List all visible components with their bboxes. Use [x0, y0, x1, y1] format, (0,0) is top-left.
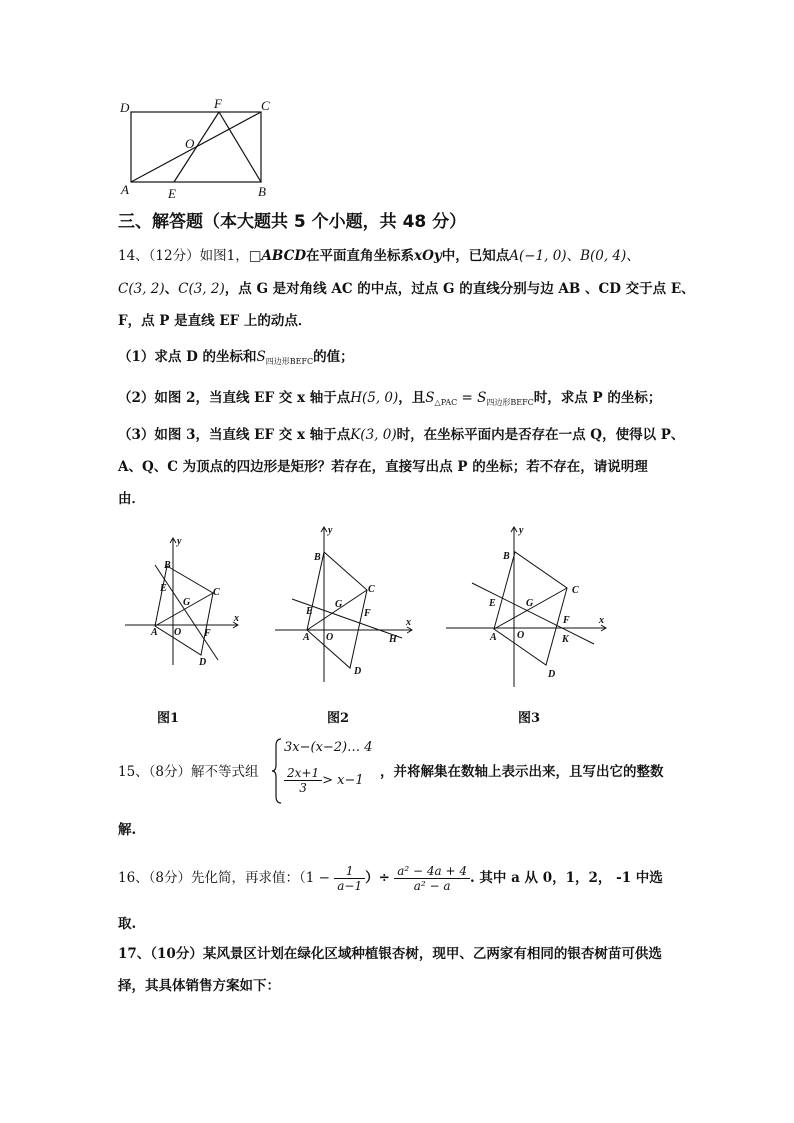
svg-text:E: E: [160, 583, 167, 594]
q14-line3: F，点 P 是直线 EF 上的动点．: [118, 313, 312, 329]
svg-text:D: D: [354, 666, 362, 677]
label-f: F: [214, 96, 222, 111]
rectangle-figure: [115, 95, 285, 205]
svg-text:G: G: [183, 597, 191, 608]
svg-text:A: A: [151, 627, 158, 638]
svg-text:O: O: [517, 630, 525, 641]
svg-text:F: F: [563, 615, 570, 626]
fig3-caption: 图3: [518, 711, 541, 726]
label-c: C: [261, 98, 270, 113]
svg-text:C: C: [368, 584, 375, 595]
q14-line1: 14、（12分）如图1，□ABCD在平面直角坐标系xOy中，已知点A(−1, 0)、B(0, 4)、: [118, 248, 640, 264]
q14-part3-l3: 由．: [118, 491, 145, 507]
svg-text:y: y: [519, 525, 524, 536]
q15-tail2: 解.: [118, 822, 137, 838]
q14-part2: （2）如图 2，当直线 EF 交 x 轴于点H(5, 0)，且$S_{\triangle PAC} = S_{四边形BEFC}$时，求点 P 的坐标；: [118, 390, 662, 407]
fig1-caption: 图1: [157, 711, 180, 726]
svg-text:A: A: [490, 632, 497, 643]
label-e: E: [168, 186, 176, 201]
q16-line: 16、（8分）先化简，再求值：（1 − $\frac{1}{a-1}$ ）÷ $\frac{\text{a² − 4a + 4}}{\text{a² − a}}$ . 其中 a 从 0，1，2， -1 中选: [118, 864, 663, 893]
q17-line1: 17、（10分）某风景区计划在绿化区域种植银杏树，现甲、乙两家有相同的银杏树苗可供选: [118, 946, 662, 962]
label-o: O: [185, 136, 195, 151]
q16-tail2: 取.: [118, 916, 137, 932]
svg-text:F: F: [204, 628, 211, 639]
svg-text:O: O: [326, 632, 334, 643]
svg-text:C: C: [213, 587, 220, 598]
label-d: D: [120, 100, 130, 115]
svg-text:B: B: [164, 560, 171, 571]
svg-text:x: x: [599, 615, 604, 626]
inequality-system: [272, 736, 376, 806]
q15-tail: ，并将解集在数轴上表示出来，且写出它的整数: [380, 764, 664, 780]
svg-text:y: y: [328, 525, 333, 536]
svg-text:K: K: [562, 634, 569, 645]
svg-text:E: E: [306, 606, 313, 617]
line-fb: [219, 112, 261, 182]
diag-ac: [307, 590, 367, 630]
ineq-1: 3x−(x−2)… 4: [284, 740, 373, 755]
svg-text:y: y: [177, 536, 182, 547]
fig2-caption: 图2: [327, 711, 350, 726]
svg-text:D: D: [548, 669, 556, 680]
svg-text:x: x: [406, 617, 411, 628]
svg-text:x: x: [234, 613, 239, 624]
line-ef: [174, 112, 219, 182]
q14-part3: （3）如图 3，当直线 EF 交 x 轴于点K(3, 0)时，在坐标平面内是否存在一点 Q，使得以 P、: [118, 427, 685, 443]
parallelogram: [155, 566, 213, 655]
svg-text:B: B: [503, 551, 510, 562]
svg-text:G: G: [335, 599, 343, 610]
svg-text:B: B: [314, 552, 321, 563]
ineq-2: $\frac{2x+1}{3}$ > x−1: [284, 766, 364, 795]
figure-3: [442, 522, 612, 687]
svg-text:E: E: [489, 598, 496, 609]
label-b: B: [258, 184, 266, 199]
figure-1: [120, 530, 250, 670]
q17-line2: 择，其具体销售方案如下：: [118, 978, 280, 994]
q14-part3-l2: A、Q、C 为顶点的四边形是矩形？若存在，直接写出点 P 的坐标；若不存在，请说明理: [118, 459, 648, 475]
svg-text:H: H: [389, 634, 397, 645]
section-title: 三、解答题（本大题共 5 个小题，共 48 分）: [118, 212, 467, 232]
label-a: A: [121, 182, 129, 197]
svg-text:C: C: [572, 585, 579, 596]
brace-icon: [272, 738, 282, 804]
svg-text:D: D: [199, 657, 207, 668]
figure-2: [272, 522, 422, 687]
svg-text:F: F: [364, 608, 371, 619]
svg-text:G: G: [526, 598, 534, 609]
q14-line2: C(3, 2)、C(3, 2)，点 G 是对角线 AC 的中点，过点 G 的直线分别与边 AB 、CD 交于点 E、: [118, 281, 695, 297]
svg-text:A: A: [303, 632, 310, 643]
q15-lead: 15、（8分）解不等式组: [118, 764, 259, 780]
q14-part1: （1）求点 D 的坐标和$S_{四边形BEFC}$的值；: [118, 349, 354, 366]
svg-text:O: O: [174, 627, 182, 638]
